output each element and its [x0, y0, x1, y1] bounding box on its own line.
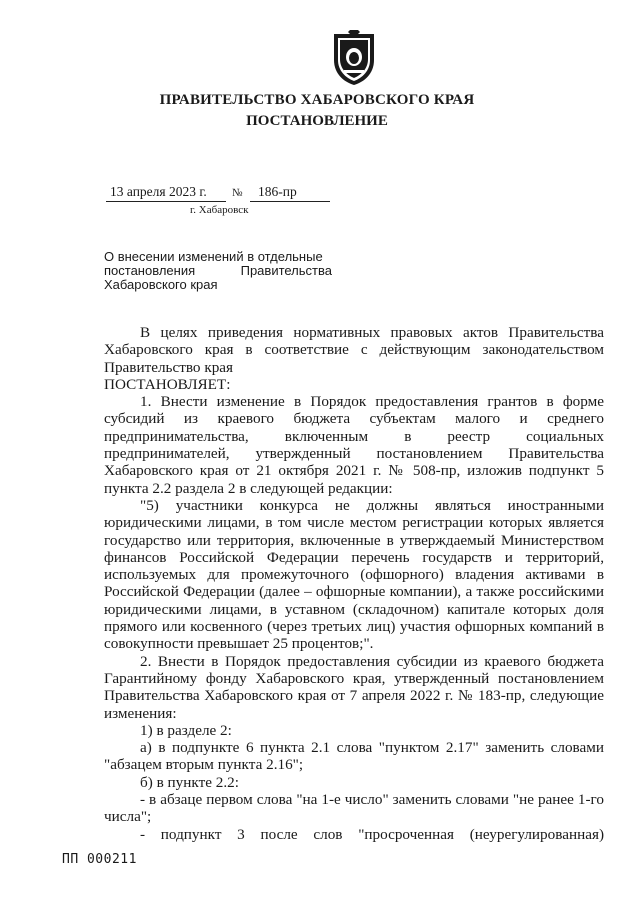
document-date: 13 апреля 2023 г. — [110, 184, 207, 199]
government-title: ПРАВИТЕЛЬСТВО ХАБАРОВСКОГО КРАЯ — [159, 92, 475, 108]
city-name: г. Хабаровск — [190, 204, 249, 216]
paragraph-1: 1. Внести изменение в Порядок предоставления грантов в форме субсидий из краевого бюджета субъектам малого и среднего предпринимательства, включенным в реестр социальных предпринимателей, утвержденный постановлением Правительства Хабаровского края от 21 октября 2021 г. № 508-пр, изложив подпункт 5 пункта 2.2 раздела 2 в следующей редакции: — [104, 393, 604, 497]
document-subject — [104, 250, 332, 292]
subparagraph-2-1-b-item: - подпункт 3 после слов "просроченная (неурегулированная) — [140, 825, 604, 843]
subparagraph-2-1-b: б) в пункте 2.2: — [140, 773, 239, 791]
resolves-heading: ПОСТАНОВЛЯЕТ: — [104, 375, 231, 393]
document-type: ПОСТАНОВЛЕНИЕ — [246, 113, 388, 129]
khabarovsk-coat-of-arms-icon — [330, 30, 378, 86]
document-body — [104, 324, 604, 843]
subparagraph-2-1-a: а) в подпункте 6 пункта 2.1 слова "пунктом 2.17" заменить словами "абзацем вторым пункта 2.16"; — [104, 739, 604, 774]
number-sign: № — [232, 187, 243, 199]
subparagraph-2-1-b-item: - в абзаце первом слова "на 1-е число" заменить словами "не ранее 1-го числа"; — [104, 791, 604, 826]
paragraph-1-quote: "5) участники конкурса не должны являться иностранными юридическими лицами, в том числе местом регистрации которых является государство или территория, включенные в утверждаемый Министерством финансов Российской Федерации перечень государств и территорий, используемых для промежуточного (офшорного) владения активами в Российской Федерации (далее – офшорные компании), а также российскими юридическими лицами, в уставном (складочном) капитале которых доля прямого или косвенного (через третьих лиц) участия офшорных компаний в совокупности превышает 25 процентов;". — [104, 496, 604, 653]
subject-line: постановления Правительства — [104, 263, 332, 278]
subparagraph-2-1: 1) в разделе 2: — [140, 721, 232, 739]
paragraph-2: 2. Внести в Порядок предоставления субсидии из краевого бюджета Гарантийному фонду Хабаровского края, утвержденный постановлением Правительства Хабаровского края от 7 апреля 2022 г. № 183-пр, следующие изменения: — [104, 652, 604, 722]
document-number: 186-пр — [258, 184, 297, 199]
form-code: ПП 000211 — [62, 852, 137, 867]
subject-line: Хабаровского края — [104, 277, 218, 292]
date-underline — [106, 201, 226, 202]
number-underline — [250, 201, 330, 202]
intro-paragraph: В целях приведения нормативных правовых актов Правительства Хабаровского края в соответствие с действующим законодательством Правительство края — [104, 324, 604, 376]
subject-line: О внесении изменений в отдельные — [104, 249, 323, 264]
